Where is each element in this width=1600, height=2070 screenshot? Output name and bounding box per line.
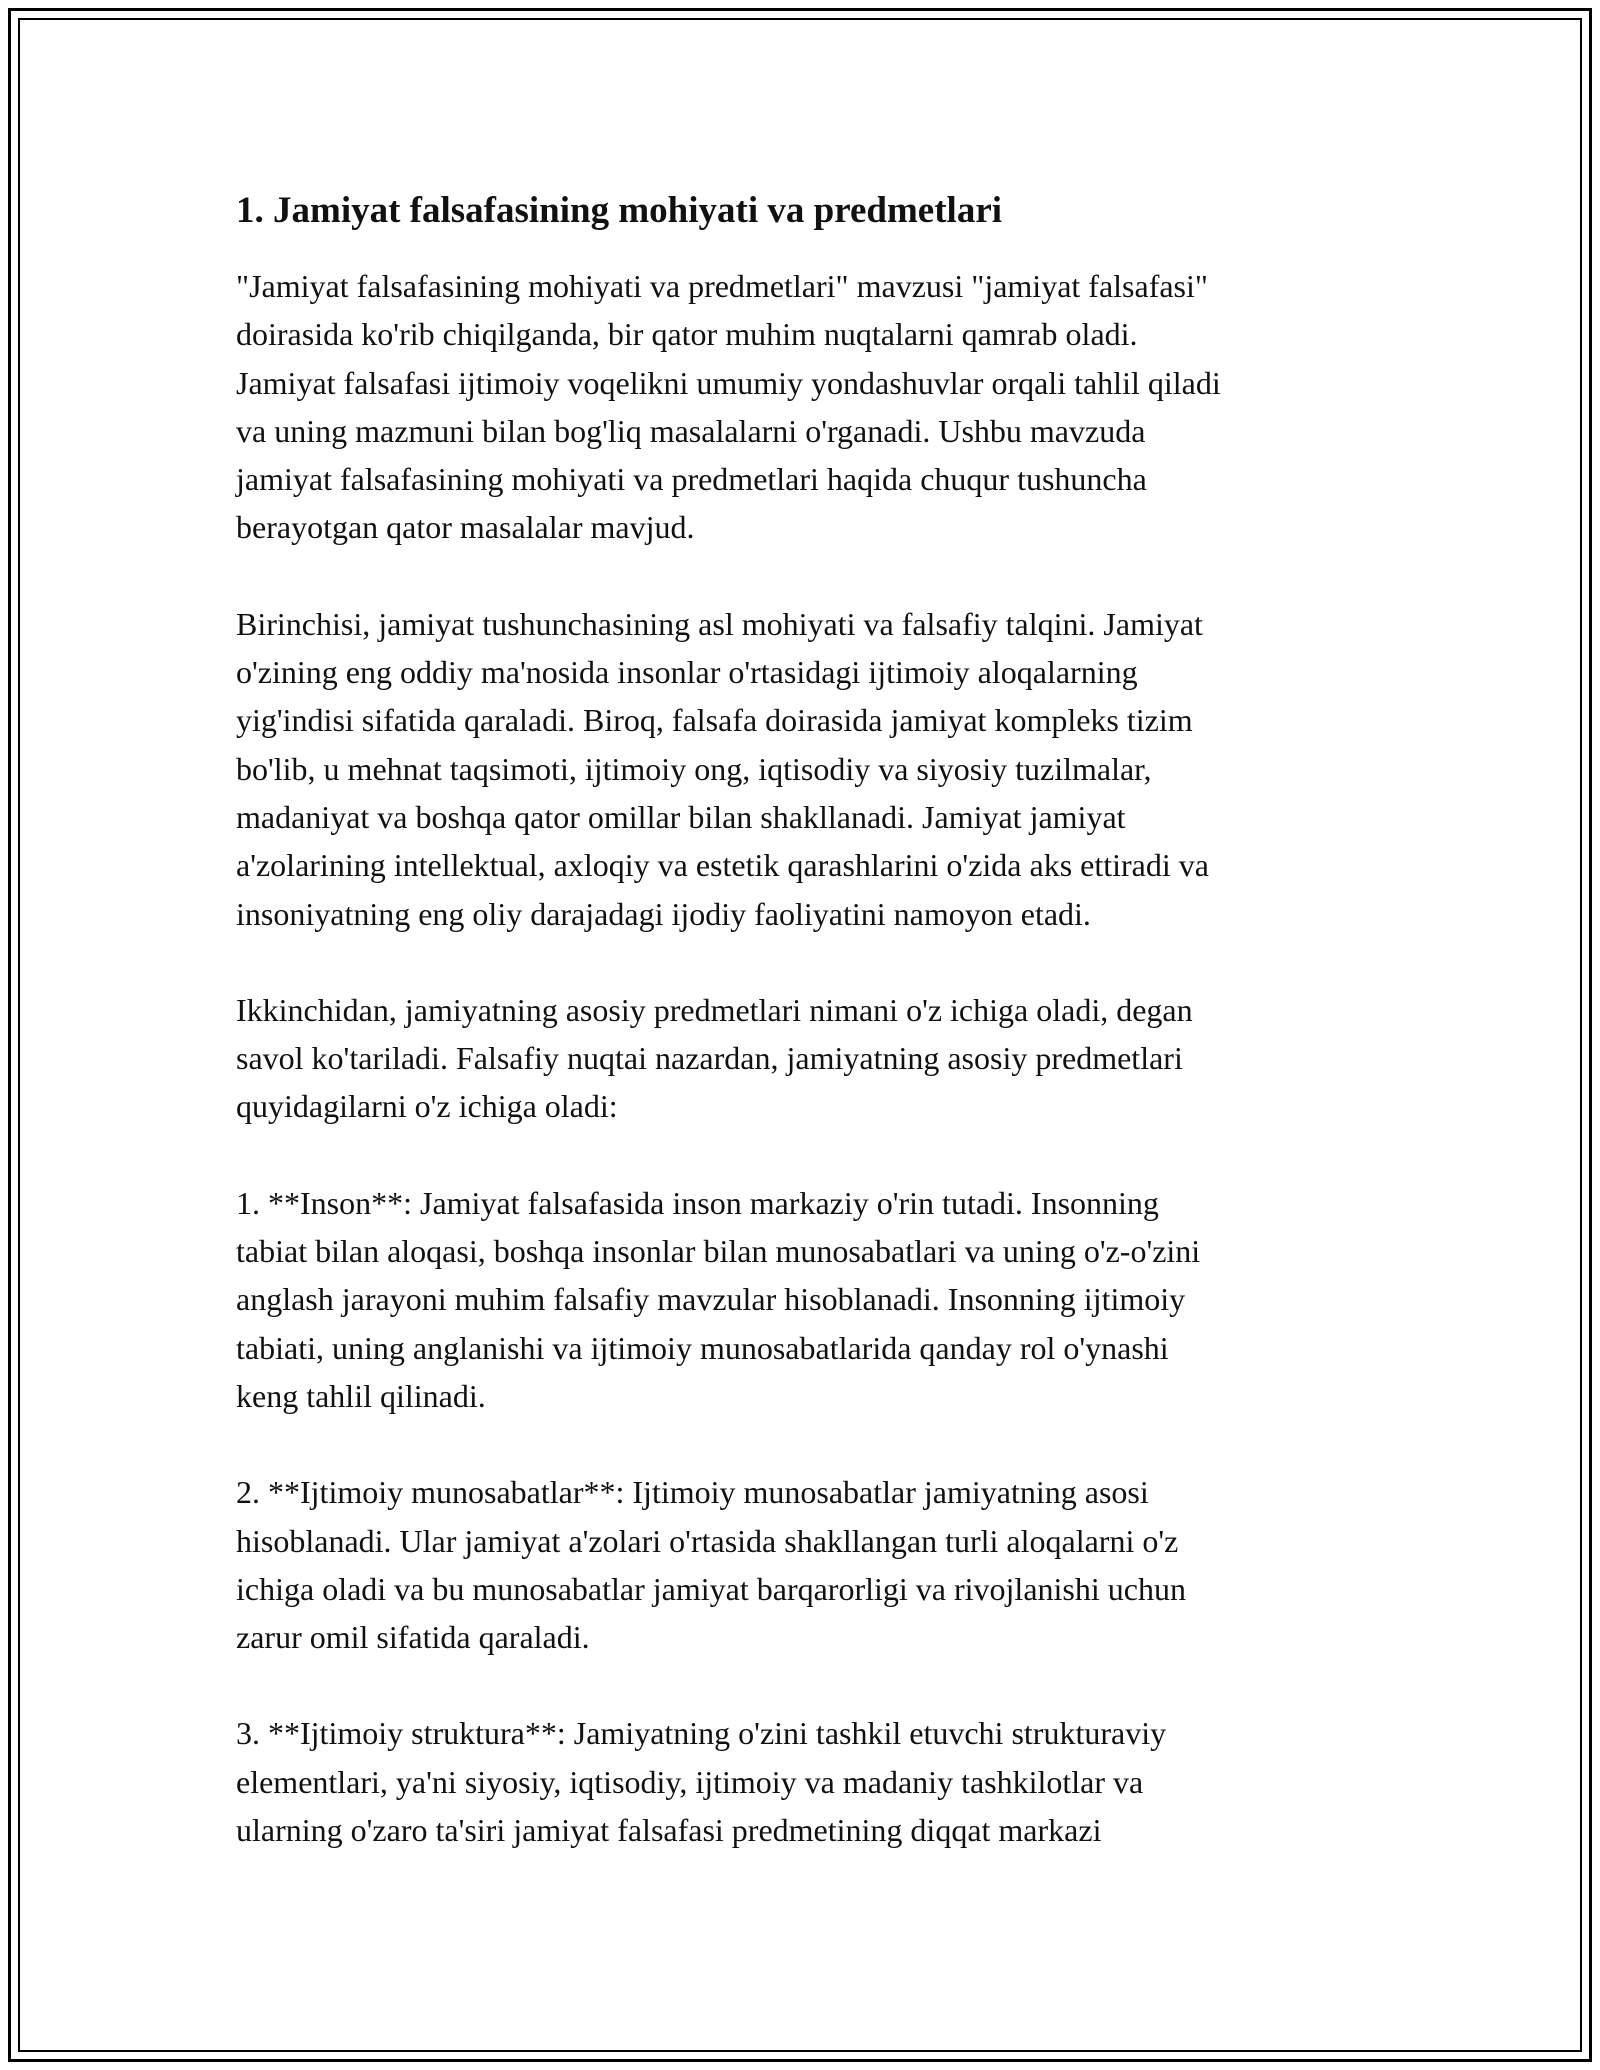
paragraph-first-point: Birinchisi, jamiyat tushunchasining asl mohiyati va falsafiy talqini. Jamiyat o'zining eng oddiy ma'nosida insonlar o'rtasidagi ijtimoiy aloqalarning yig'indisi sifatida qaraladi. Biroq, falsafa doirasida jamiyat kompleks tizim bo'lib, u mehnat taqsimoti, ijtimoiy ong, iqtisodiy va siyosiy tuzilmalar, madaniyat va boshqa qator omillar bilan shakllanadi. Jamiyat jamiyat a'zolarining intellektual, axloqiy va estetik qarashlarini o'zida aks ettiradi va insoniyatning eng oliy darajadagi ijodiy faoliyatini namoyon etadi. (236, 605, 1209, 932)
document-title: 1. Jamiyat falsafasining mohiyati va predmetlari (236, 190, 1003, 231)
list-item-inson: 1. **Inson**: Jamiyat falsafasida inson markaziy o'rin tutadi. Insonning tabiat bilan aloqasi, boshqa insonlar bilan munosabatlari va uning o'z-o'zini anglash jarayoni muhim falsafiy mavzular hisoblanadi. Insonning ijtimoiy tabiati, uning anglanishi va ijtimoiy munosabatlarida qanday rol o'ynashi keng tahlil qilinadi. (236, 1184, 1201, 1414)
document-body (236, 186, 1376, 1902)
paragraph-intro: "Jamiyat falsafasining mohiyati va predmetlari" mavzusi "jamiyat falsafasi" doirasida ko'rib chiqilganda, bir qator muhim nuqtalarni qamrab oladi. Jamiyat falsafasi ijtimoiy voqelikni umumiy yondashuvlar orqali tahlil qiladi va uning mazmuni bilan bog'liq masalalarni o'rganadi. Ushbu mavzuda jamiyat falsafasining mohiyati va predmetlari haqida chuqur tushuncha berayotgan qator masalalar mavjud. (236, 268, 1221, 546)
paragraph-second-point: Ikkinchidan, jamiyatning asosiy predmetlari nimani o'z ichiga oladi, degan savol ko'tariladi. Falsafiy nuqtai nazardan, jamiyatning asosiy predmetlari quyidagilarni o'z ichiga oladi: (236, 991, 1193, 1125)
list-item-ijtimoiy-struktura: 3. **Ijtimoiy struktura**: Jamiyatning o'zini tashkil etuvchi strukturaviy elementlari, ya'ni siyosiy, iqtisodiy, ijtimoiy va madaniy tashkilotlar va ularning o'zaro ta'siri jamiyat falsafasi predmetining diqqat markazi (236, 1715, 1167, 1849)
list-item-ijtimoiy-munosabatlar: 2. **Ijtimoiy munosabatlar**: Ijtimoiy munosabatlar jamiyatning asosi hisoblanadi. Ular jamiyat a'zolari o'rtasida shakllangan turli aloqalarni o'z ichiga oladi va bu munosabatlar jamiyat barqarorligi va rivojlanishi uchun zarur omil sifatida qaraladi. (236, 1474, 1186, 1656)
